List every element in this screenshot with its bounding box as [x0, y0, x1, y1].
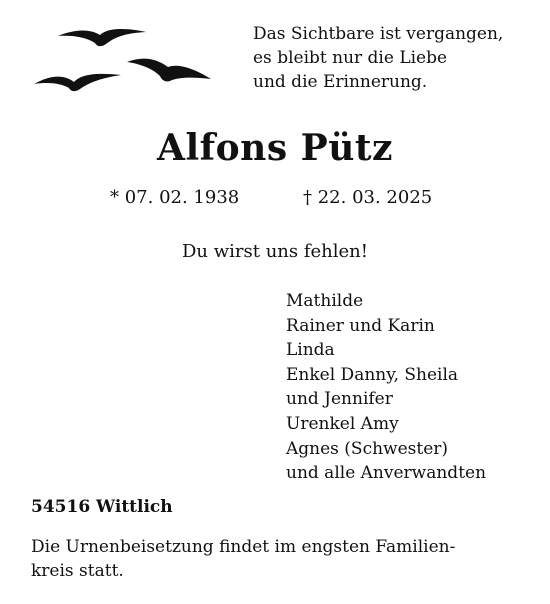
- death-date: † 22. 03. 2025: [303, 187, 433, 208]
- mourner-item: Enkel Danny, Sheila: [286, 364, 459, 385]
- memorial-quote: [253, 22, 503, 94]
- mourner-item: und alle Anverwandten: [286, 463, 487, 484]
- notice-line: Die Urnenbeisetzung findet im engsten Familien-: [31, 537, 456, 557]
- location: 54516 Wittlich: [31, 497, 173, 517]
- mourners-list: [286, 289, 486, 486]
- burial-notice: [31, 535, 455, 583]
- notice-line: kreis statt.: [31, 561, 124, 581]
- flying-birds-icon: [28, 22, 223, 100]
- birth-date: * 07. 02. 1938: [110, 187, 240, 208]
- mourner-item: Rainer und Karin: [286, 315, 435, 336]
- quote-line: und die Erinnerung.: [253, 72, 428, 92]
- mourner-item: Agnes (Schwester): [286, 438, 449, 459]
- mourner-item: und Jennifer: [286, 389, 393, 410]
- quote-line: Das Sichtbare ist vergangen,: [253, 24, 504, 44]
- quote-line: es bleibt nur die Liebe: [253, 48, 448, 68]
- mourner-item: Urenkel Amy: [286, 413, 399, 434]
- mourner-item: Mathilde: [286, 291, 364, 311]
- deceased-name: Alfons Pütz: [157, 127, 393, 169]
- bird-top: [58, 29, 146, 46]
- farewell-line: Du wirst uns fehlen!: [182, 241, 368, 262]
- mourner-item: Linda: [286, 340, 335, 361]
- bird-middle: [127, 59, 211, 82]
- bird-bottom: [34, 74, 121, 91]
